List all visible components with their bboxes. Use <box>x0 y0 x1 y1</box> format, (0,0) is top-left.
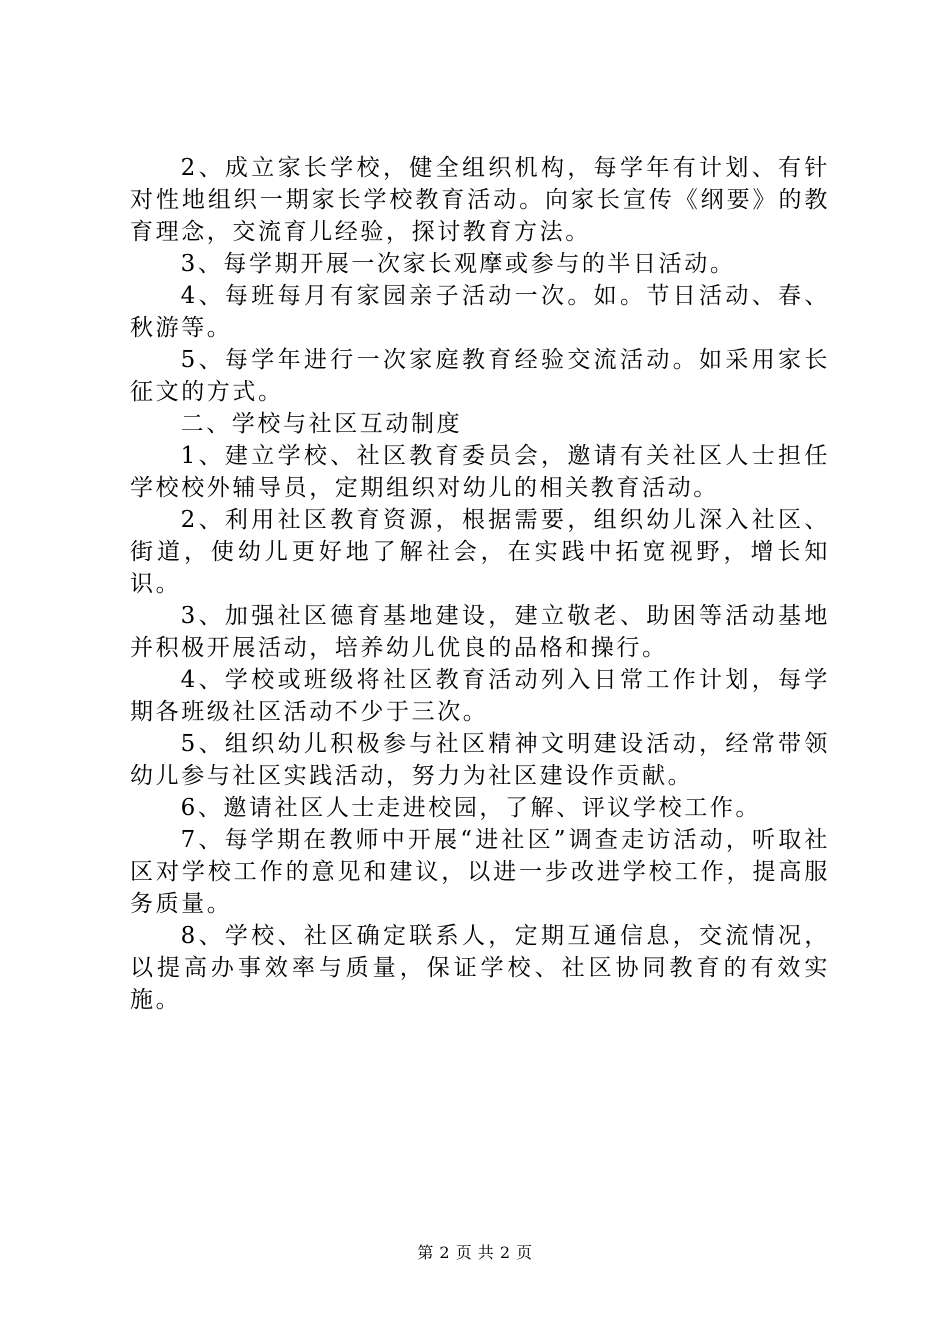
paragraph-family-education-exchange: 5、每学年进行一次家庭教育经验交流活动。如采用家长征文的方式。 <box>130 347 830 405</box>
paragraph-community-visit: 7、每学期在教师中开展“进社区”调查走访活动，听取社区对学校工作的意见和建议，以进一步改进学校工作，提高服务质量。 <box>130 827 830 917</box>
paragraph-moral-education-base: 3、加强社区德育基地建设，建立敬老、助困等活动基地并积极开展活动，培养幼儿优良的品格和操行。 <box>130 603 830 661</box>
paragraph-parent-school: 2、成立家长学校，健全组织机构，每学年有计划、有针对性地组织一期家长学校教育活动。向家长宣传《纲要》的教育理念，交流育儿经验，探讨教育方法。 <box>130 155 830 245</box>
paragraph-half-day-activity: 3、每学期开展一次家长观摩或参与的半日活动。 <box>180 251 736 277</box>
paragraph-contact-person: 8、学校、社区确定联系人，定期互通信息，交流情况，以提高办事效率与质量，保证学校、社区协同教育的有效实施。 <box>130 923 830 1013</box>
paragraph-civilization-activities: 5、组织幼儿积极参与社区精神文明建设活动，经常带领幼儿参与社区实践活动，努力为社区建设作贡献。 <box>130 731 830 789</box>
page-footer: 第 2 页 共 2 页 <box>417 1243 533 1262</box>
paragraph-parent-child-activity: 4、每班每月有家园亲子活动一次。如。节日活动、春、秋游等。 <box>130 283 830 341</box>
section-heading-school-community: 二、学校与社区互动制度 <box>180 411 463 437</box>
paragraph-invite-community: 6、邀请社区人士走进校园，了解、评议学校工作。 <box>180 795 762 821</box>
paragraph-education-committee: 1、建立学校、社区教育委员会，邀请有关社区人士担任学校校外辅导员，定期组织对幼儿的相关教育活动。 <box>130 443 830 501</box>
paragraph-community-resources: 2、利用社区教育资源，根据需要，组织幼儿深入社区、街道，使幼儿更好地了解社会，在实践中拓宽视野，增长知识。 <box>130 507 830 597</box>
document-body <box>130 152 830 1016</box>
paragraph-work-plan: 4、学校或班级将社区教育活动列入日常工作计划，每学期各班级社区活动不少于三次。 <box>130 667 830 725</box>
